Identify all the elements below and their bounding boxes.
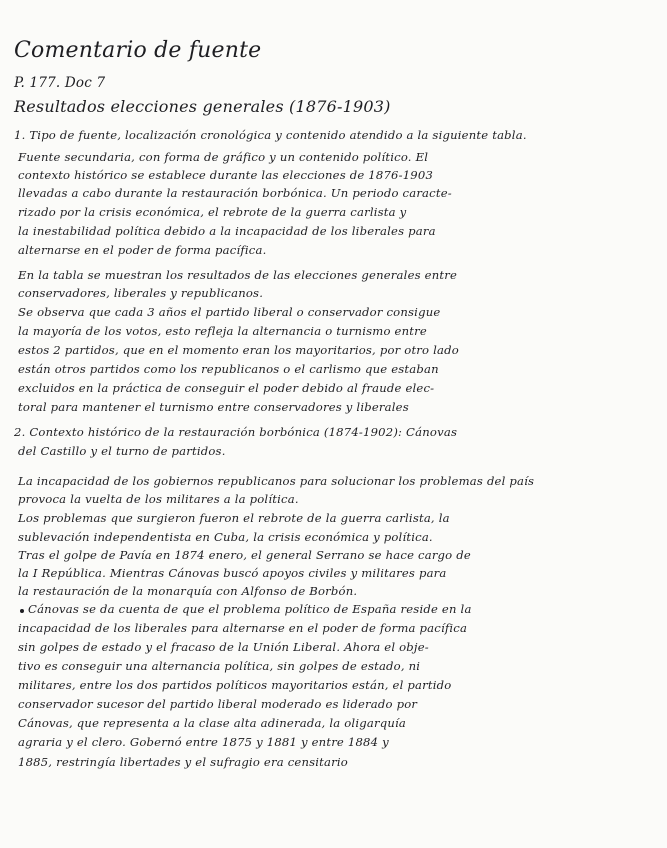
text-line: contexto histórico se establece durante las elecciones de 1876-1903 — [18, 168, 434, 182]
text-line: la restauración de la monarquía con Alfonso de Borbón. — [18, 584, 358, 598]
text-line: toral para mantener el turnismo entre conservadores y liberales — [18, 400, 409, 414]
text-line: 1885, restringía libertades y el sufragio era censitario — [18, 755, 348, 769]
text-line: Se observa que cada 3 años el partido liberal o conservador consigue — [18, 305, 441, 319]
text-line: En la tabla se muestran los resultados de las elecciones generales entre — [18, 268, 458, 282]
text-line: conservador sucesor del partido liberal moderado es liderado por — [18, 697, 418, 711]
text-line: incapacidad de los liberales para alternarse en el poder de forma pacífica — [18, 621, 468, 635]
text-line: Fuente secundaria, con forma de gráfico y un contenido político. El — [18, 150, 429, 164]
text-line: están otros partidos como los republicanos o el carlismo que estaban — [18, 362, 439, 376]
text-line: Tras el golpe de Pavía en 1874 enero, el general Serrano se hace cargo de — [18, 548, 471, 562]
text-line: conservadores, liberales y republicanos. — [18, 286, 264, 300]
text-line: Cánovas se da cuenta de que el problema político de España reside en la — [28, 602, 472, 616]
text-line: Cánovas, que representa a la clase alta adinerada, la oligarquía — [18, 716, 407, 730]
text-line: 1. Tipo de fuente, localización cronológica y contenido atendido a la siguiente tabla. — [14, 128, 527, 142]
text-line: excluidos en la práctica de conseguir el poder debido al fraude elec- — [18, 381, 435, 395]
text-line: estos 2 partidos, que en el momento eran los mayoritarios, por otro lado — [18, 343, 459, 357]
text-line: tivo es conseguir una alternancia política, sin golpes de estado, ni — [18, 659, 421, 673]
text-line: la inestabilidad política debido a la incapacidad de los liberales para — [18, 224, 436, 238]
text-line: Los problemas que surgieron fueron el rebrote de la guerra carlista, la — [18, 511, 450, 525]
bullet-dot — [20, 609, 24, 613]
text-line: sin golpes de estado y el fracaso de la Unión Liberal. Ahora el obje- — [18, 640, 429, 654]
text-line: llevadas a cabo durante la restauración borbónica. Un periodo caracte- — [18, 186, 452, 200]
text-line: la mayoría de los votos, esto refleja la alternancia o turnismo entre — [18, 324, 427, 338]
text-line: 2. Contexto histórico de la restauración borbónica (1874-1902): Cánovas — [14, 425, 458, 439]
page-reference: P. 177. Doc 7 — [14, 75, 106, 91]
text-line: rizado por la crisis económica, el rebrote de la guerra carlista y — [18, 205, 407, 219]
text-line: provoca la vuelta de los militares a la política. — [18, 492, 299, 506]
text-line: agraria y el clero. Gobernó entre 1875 y 1881 y entre 1884 y — [18, 735, 389, 749]
text-line: la I República. Mientras Cánovas buscó apoyos civiles y militares para — [18, 566, 447, 580]
document-subtitle: Resultados elecciones generales (1876-1903) — [14, 97, 391, 116]
page-title: Comentario de fuente — [14, 38, 262, 63]
text-line: sublevación independentista en Cuba, la crisis económica y política. — [18, 530, 433, 544]
text-line: La incapacidad de los gobiernos republicanos para solucionar los problemas del país — [18, 474, 535, 488]
text-line: militares, entre los dos partidos políticos mayoritarios están, el partido — [18, 678, 452, 692]
text-line: alternarse en el poder de forma pacífica. — [18, 243, 267, 257]
text-line: del Castillo y el turno de partidos. — [18, 444, 226, 458]
